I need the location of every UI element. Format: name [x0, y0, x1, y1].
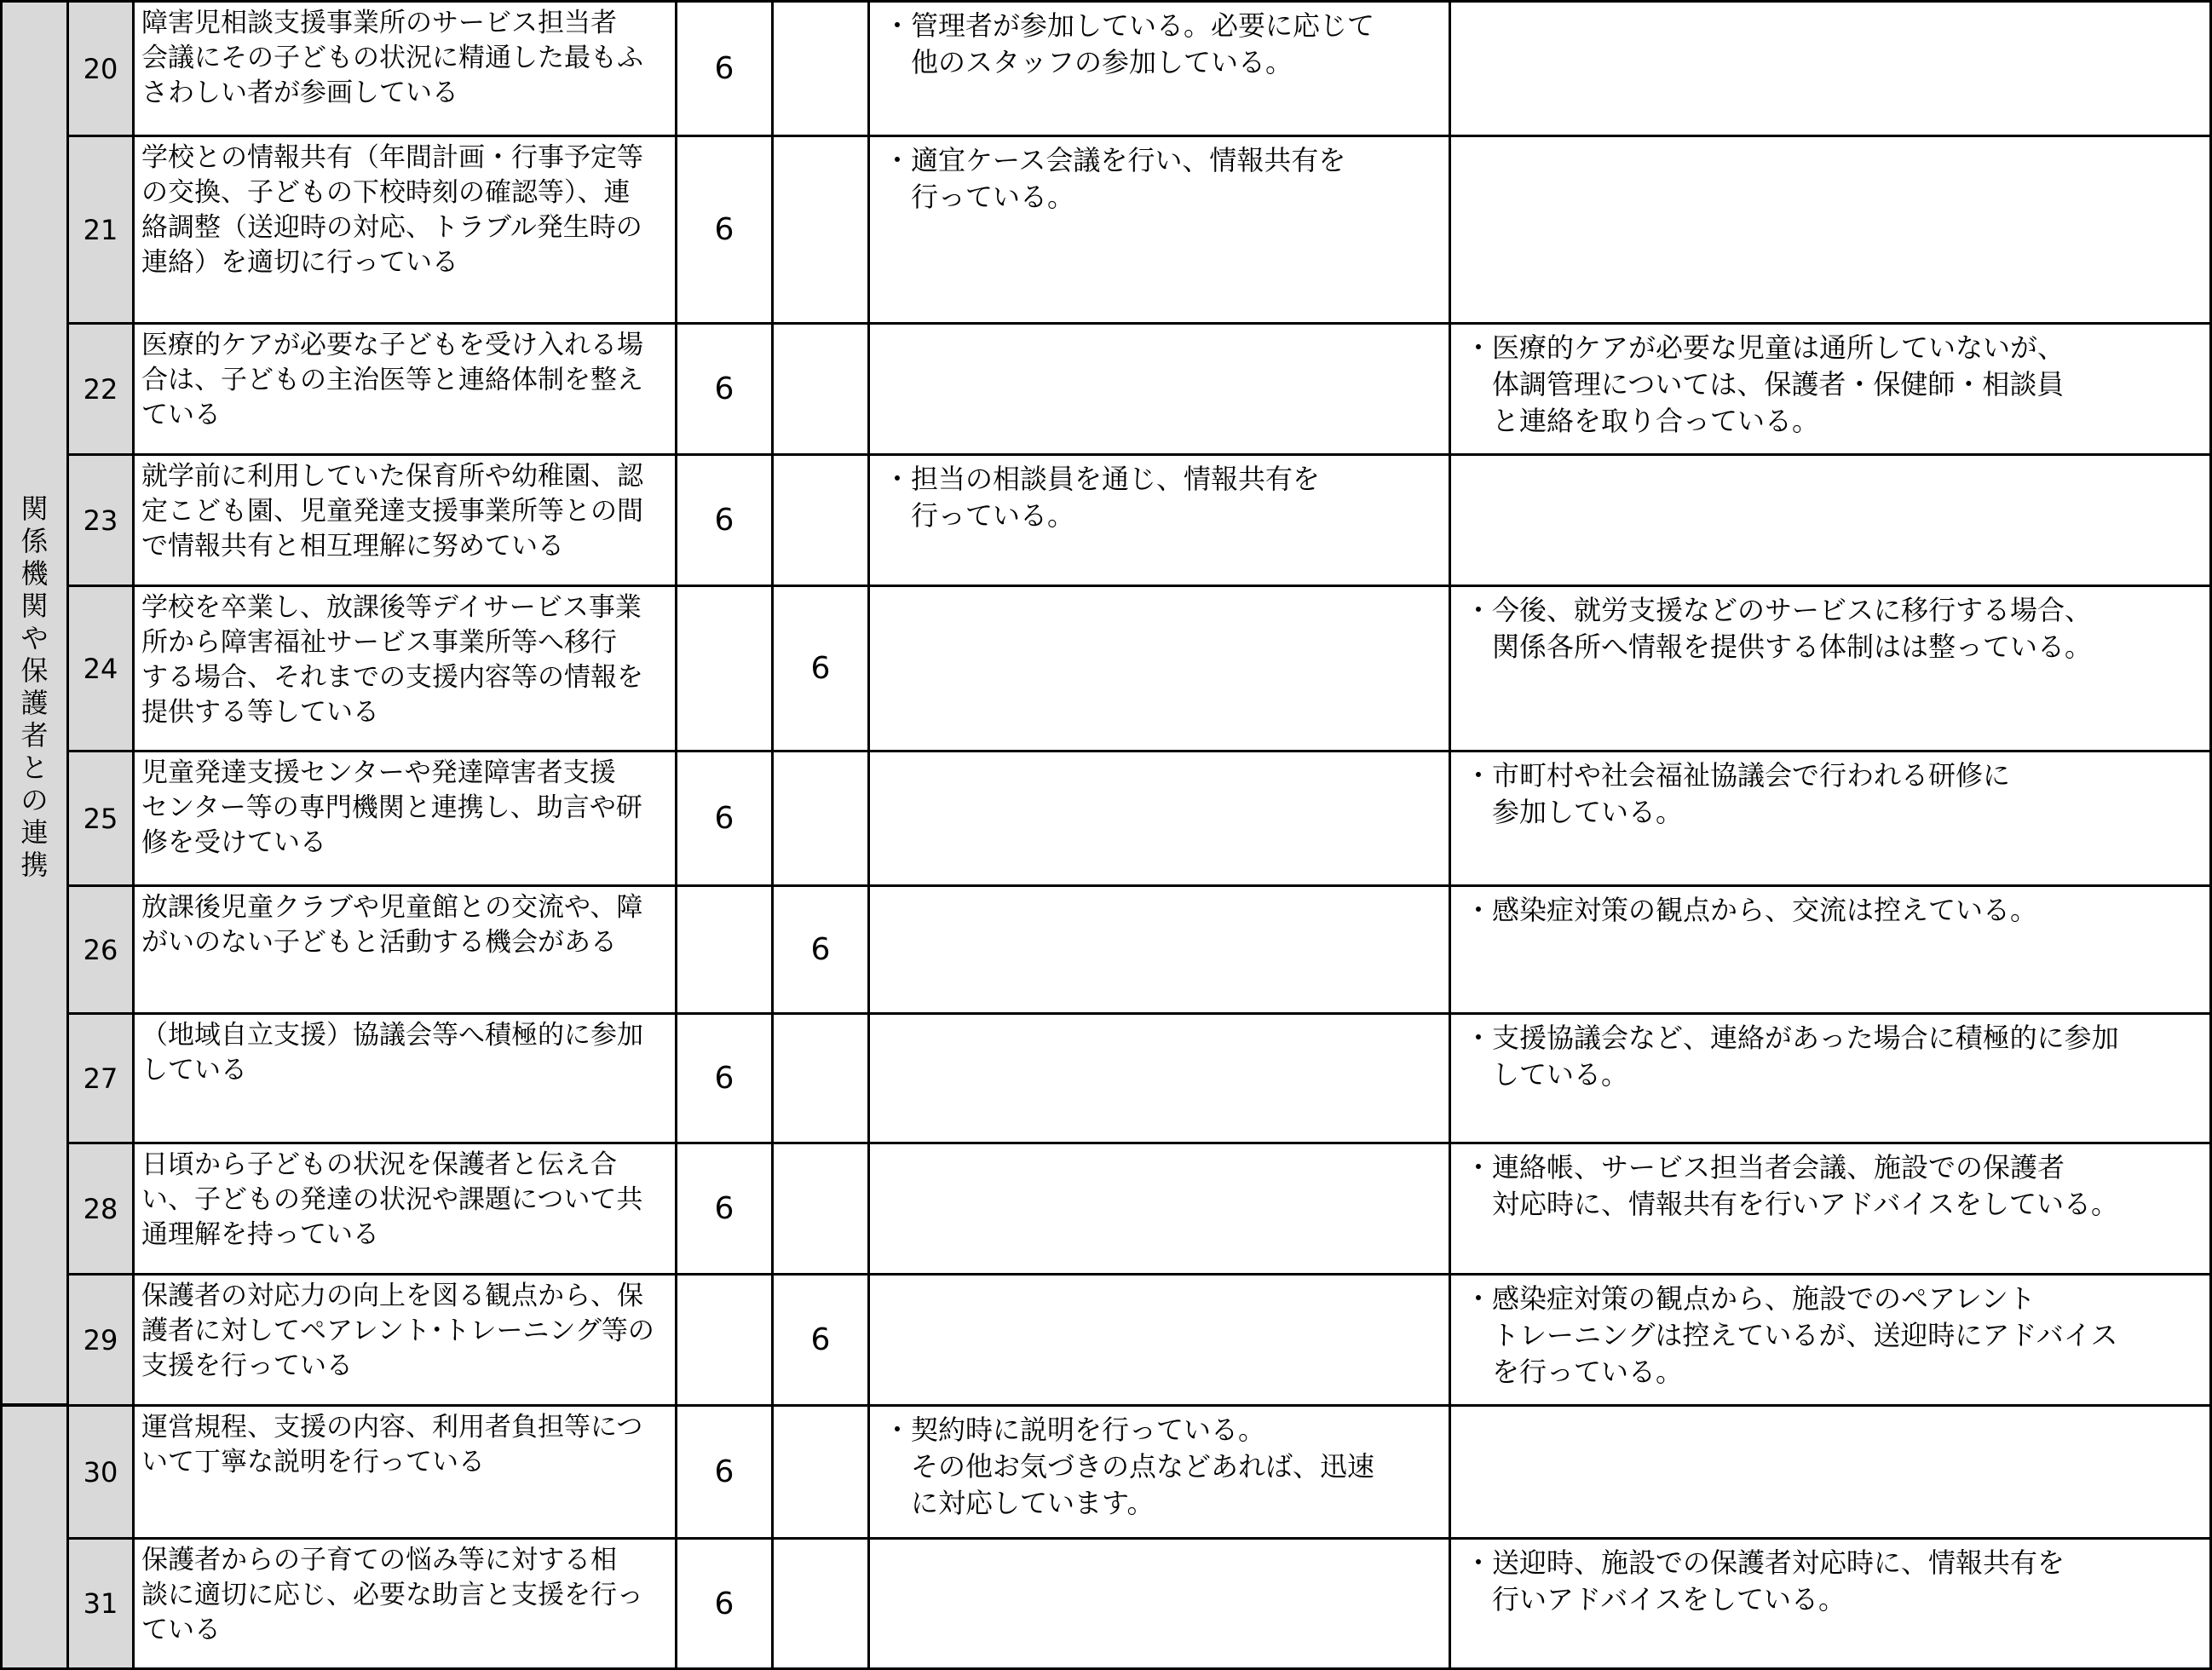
comment-note: ・支援協議会など、連絡があった場合に積極的に参加 している。	[1449, 1012, 2212, 1144]
comment-note: ・感染症対策の観点から、施設でのペアレント トレーニングは控えているが、送迎時にアドバイス を行っている。	[1449, 1273, 2212, 1407]
yes-count: 6	[675, 1537, 774, 1670]
no-count	[771, 322, 870, 456]
evaluation-item: 保護者からの子育ての悩み等に対する相 談に適切に応じ、必要な助言と支援を行っ ている	[132, 1537, 677, 1670]
evaluation-item: （地域自立支援）協議会等へ積極的に参加 している	[132, 1012, 677, 1144]
improvement-note	[867, 1012, 1451, 1144]
row-number: 31	[66, 1537, 135, 1670]
evaluation-item: 学校との情報共有（年間計画・行事予定等 の交換、子どもの下校時刻の確認等）、連 絡調整（送迎時の対応、トラブル発生時の 連絡）を適切に行っている	[132, 135, 677, 325]
improvement-note	[867, 322, 1451, 456]
yes-count: 6	[675, 1142, 774, 1276]
evaluation-item: 運営規程、支援の内容、利用者負担等につ いて丁寧な説明を行っている	[132, 1404, 677, 1540]
row-number: 22	[66, 322, 135, 456]
comment-note: ・今後、就労支援などのサービスに移行する場合、 関係各所へ情報を提供する体制はは整っている。	[1449, 584, 2212, 752]
evaluation-item: 児童発達支援センターや発達障害者支援 センター等の専門機関と連携し、助言や研 修を受けている	[132, 750, 677, 887]
evaluation-item: 保護者の対応力の向上を図る観点から、保 護者に対してペアレント･トレーニング等の 支援を行っている	[132, 1273, 677, 1407]
section-band-next	[0, 1404, 69, 1670]
comment-note	[1449, 453, 2212, 587]
row-number: 27	[66, 1012, 135, 1144]
row-number: 26	[66, 884, 135, 1015]
row-number: 25	[66, 750, 135, 887]
improvement-note: ・管理者が参加している。必要に応じて 他のスタッフの参加している。	[867, 0, 1451, 137]
section-label-char: 者	[20, 719, 49, 752]
evaluation-item: 医療的ケアが必要な子どもを受け入れる場 合は、子どもの主治医等と連絡体制を整え ている	[132, 322, 677, 456]
section-label-char: の	[20, 784, 49, 816]
section-label-char: 関	[20, 492, 49, 525]
improvement-note	[867, 750, 1451, 887]
evaluation-item: 学校を卒業し、放課後等デイサービス事業 所から障害福祉サービス事業所等へ移行 する場合、それまでの支援内容等の情報を 提供する等している	[132, 584, 677, 752]
yes-count: 6	[675, 135, 774, 325]
yes-count	[675, 584, 774, 752]
evaluation-item: 日頃から子どもの状況を保護者と伝え合 い、子どもの発達の状況や課題について共 通理解を持っている	[132, 1142, 677, 1276]
section-label-char: 保	[20, 654, 49, 687]
yes-count	[675, 884, 774, 1015]
no-count	[771, 0, 870, 137]
comment-note	[1449, 135, 2212, 325]
yes-count: 6	[675, 750, 774, 887]
yes-count: 6	[675, 453, 774, 587]
no-count	[771, 1537, 870, 1670]
no-count	[771, 1142, 870, 1276]
section-label-char: 係	[20, 525, 49, 557]
evaluation-item: 就学前に利用していた保育所や幼稚園、認 定こども園、児童発達支援事業所等との間 で情報共有と相互理解に努めている	[132, 453, 677, 587]
row-number: 21	[66, 135, 135, 325]
evaluation-item: 障害児相談支援事業所のサービス担当者 会議にその子どもの状況に精通した最もふ さわしい者が参画している	[132, 0, 677, 137]
yes-count: 6	[675, 1404, 774, 1540]
improvement-note: ・契約時に説明を行っている。 その他お気づきの点などあれば、迅速 に対応しています。	[867, 1404, 1451, 1540]
no-count: 6	[771, 884, 870, 1015]
row-number: 28	[66, 1142, 135, 1276]
section-label-char: や	[20, 622, 49, 654]
comment-note	[1449, 0, 2212, 137]
improvement-note: ・適宜ケース会議を行い、情報共有を 行っている。	[867, 135, 1451, 325]
yes-count: 6	[675, 322, 774, 456]
row-number: 23	[66, 453, 135, 587]
no-count: 6	[771, 584, 870, 752]
row-number: 30	[66, 1404, 135, 1540]
yes-count	[675, 1273, 774, 1407]
improvement-note: ・担当の相談員を通じ、情報共有を 行っている。	[867, 453, 1451, 587]
no-count	[771, 135, 870, 325]
improvement-note	[867, 1537, 1451, 1670]
section-label-char: 護	[20, 687, 49, 719]
no-count	[771, 453, 870, 587]
comment-note: ・送迎時、施設での保護者対応時に、情報共有を 行いアドバイスをしている。	[1449, 1537, 2212, 1670]
no-count: 6	[771, 1273, 870, 1407]
section-label	[3, 492, 66, 881]
comment-note	[1449, 1404, 2212, 1540]
no-count	[771, 1404, 870, 1540]
section-band-relations	[0, 0, 69, 1406]
row-number: 29	[66, 1273, 135, 1407]
section-label-char: 関	[20, 590, 49, 622]
comment-note: ・市町村や社会福祉協議会で行われる研修に 参加している。	[1449, 750, 2212, 887]
improvement-note	[867, 1142, 1451, 1276]
section-label-char: 携	[20, 849, 49, 881]
section-label-char: 機	[20, 557, 49, 590]
comment-note: ・医療的ケアが必要な児童は通所していないが、 体調管理については、保護者・保健師・相談員 と連絡を取り合っている。	[1449, 322, 2212, 456]
evaluation-item: 放課後児童クラブや児童館との交流や、障 がいのない子どもと活動する機会がある	[132, 884, 677, 1015]
yes-count: 6	[675, 1012, 774, 1144]
yes-count: 6	[675, 0, 774, 137]
comment-note: ・連絡帳、サービス担当者会議、施設での保護者 対応時に、情報共有を行いアドバイスをしている。	[1449, 1142, 2212, 1276]
section-label-char: 連	[20, 816, 49, 849]
improvement-note	[867, 884, 1451, 1015]
improvement-note	[867, 1273, 1451, 1407]
row-number: 24	[66, 584, 135, 752]
row-number: 20	[66, 0, 135, 137]
section-label-char: と	[20, 752, 49, 784]
no-count	[771, 1012, 870, 1144]
improvement-note	[867, 584, 1451, 752]
no-count	[771, 750, 870, 887]
comment-note: ・感染症対策の観点から、交流は控えている。	[1449, 884, 2212, 1015]
